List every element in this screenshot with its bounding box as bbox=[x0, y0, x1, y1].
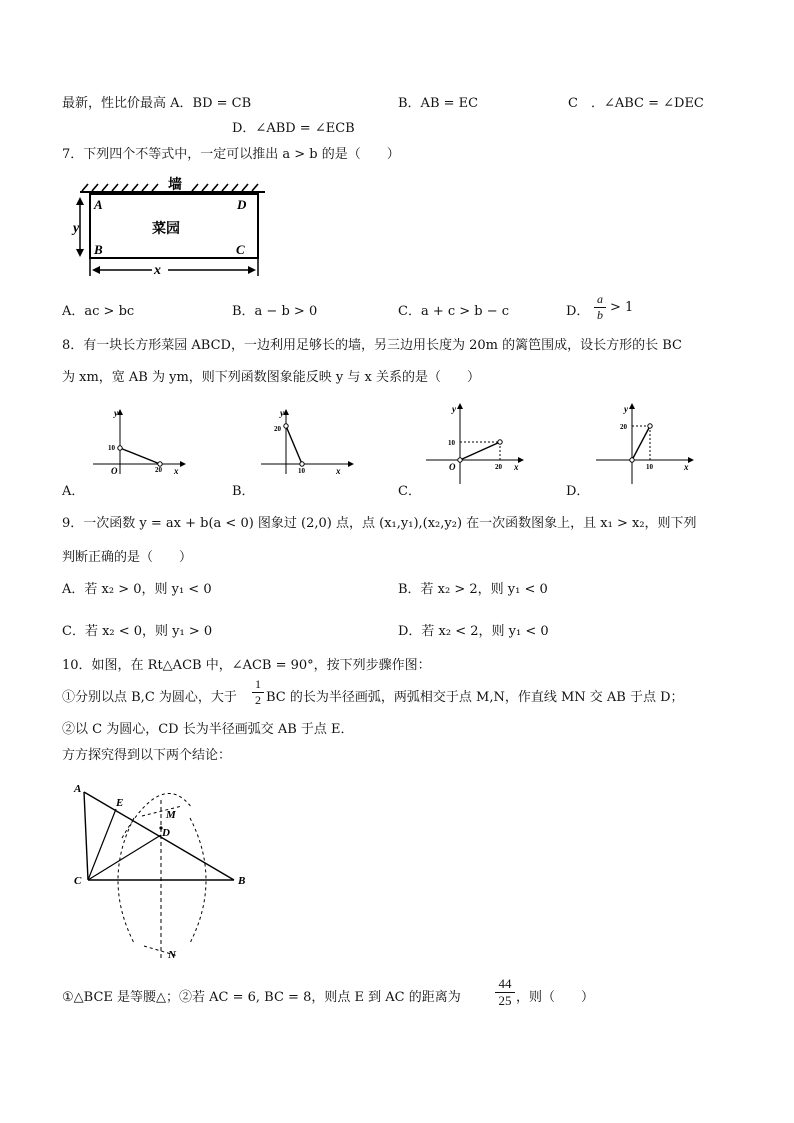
svg-text:20: 20 bbox=[620, 423, 627, 431]
q10-conclusion-a: ①△BCE 是等腰△；②若 AC = 6, BC = 8，则点 E 到 AC 的距离为 bbox=[62, 990, 461, 1005]
point-a-label: A bbox=[94, 197, 103, 212]
point-b-label: B bbox=[94, 242, 103, 257]
q10-line2b: BC 的长为半径画弧，两弧相交于点 M,N，作直线 MN 交 AB 于点 D； bbox=[266, 690, 684, 705]
x-label: x bbox=[154, 263, 161, 278]
q8-graph-d bbox=[594, 398, 699, 488]
y-label: y bbox=[73, 221, 80, 236]
svg-text:10: 10 bbox=[448, 439, 455, 447]
q8-graph-a bbox=[88, 406, 188, 476]
q10-line4: 方方探究得到以下两个结论： bbox=[62, 748, 232, 763]
svg-text:B: B bbox=[238, 875, 246, 887]
q8-option-d: D． bbox=[566, 484, 590, 499]
q8-graph-c bbox=[424, 398, 529, 488]
q6-option-c: C ．∠ABC = ∠DEC bbox=[568, 96, 704, 111]
q9-line1: 9．一次函数 y = ax + b(a < 0) 图象过 (2,0) 点，点 (x₁,y₁),(x₂,y₂) 在一次函数图象上，且 x₁ > x₂，则下列 bbox=[62, 516, 697, 531]
point-c-label: C bbox=[236, 242, 245, 257]
q8-line2: 为 xm，宽 AB 为 ym，则下列函数图象能反映 y 与 x 关系的是（ ） bbox=[62, 370, 481, 385]
svg-text:N: N bbox=[168, 949, 176, 961]
svg-text:x: x bbox=[514, 462, 519, 472]
q10-fraction-44-25: $\frac{44}{25}$ bbox=[495, 976, 515, 1009]
svg-text:y: y bbox=[452, 404, 456, 414]
q8-line1: 8．有一块长方形菜园 ABCD，一边利用足够长的墙，另三边用长度为 20m 的篱笆围成，设长方形的长 BC bbox=[62, 338, 682, 353]
svg-text:D: D bbox=[162, 827, 170, 839]
svg-text:x: x bbox=[336, 466, 341, 476]
q6-option-b: B．AB = EC bbox=[398, 96, 479, 111]
wall-label: 墙 bbox=[168, 178, 182, 193]
svg-text:A: A bbox=[74, 783, 82, 795]
svg-text:10: 10 bbox=[298, 467, 305, 475]
svg-text:y: y bbox=[114, 408, 118, 418]
svg-text:y: y bbox=[280, 408, 284, 418]
svg-text:10: 10 bbox=[646, 463, 653, 471]
svg-text:20: 20 bbox=[274, 425, 281, 433]
q10-line3: ②以 C 为圆心，CD 长为半径画弧交 AB 于点 E． bbox=[62, 722, 354, 737]
q6-option-d: D．∠ABD = ∠ECB bbox=[232, 121, 355, 136]
svg-text:y: y bbox=[624, 404, 628, 414]
q8-option-a: A． bbox=[62, 484, 85, 499]
svg-text:O: O bbox=[111, 466, 118, 476]
q7-option-c: C．a + c > b − c bbox=[398, 304, 510, 319]
q10-line2a: ①分别以点 B,C 为圆心，大于 bbox=[62, 690, 237, 705]
q7-option-d-fraction: $\frac{a}{b}$ bbox=[594, 292, 606, 323]
svg-text:E: E bbox=[116, 797, 124, 809]
q6-option-a: A．BD = CB bbox=[170, 96, 252, 111]
svg-text:20: 20 bbox=[495, 463, 502, 471]
svg-text:x: x bbox=[684, 462, 689, 472]
q8-option-c: C． bbox=[398, 484, 421, 499]
svg-text:M: M bbox=[166, 809, 176, 821]
q10-line1: 10．如图，在 Rt△ACB 中，∠ACB = 90°，按下列步骤作图： bbox=[62, 658, 431, 673]
svg-text:20: 20 bbox=[155, 466, 162, 474]
point-d-label: D bbox=[237, 197, 247, 212]
q9-option-a: A．若 x₂ > 0，则 y₁ < 0 bbox=[62, 582, 212, 597]
q10-fraction-half: $\frac{1}{2}$ bbox=[252, 677, 264, 708]
q7-option-b: B．a − b > 0 bbox=[232, 304, 318, 319]
q10-conclusion-b: ，则（ ） bbox=[516, 990, 595, 1005]
svg-text:C: C bbox=[74, 875, 82, 887]
svg-text:O: O bbox=[449, 462, 456, 472]
q6-prefix: 最新，性比价最高 A．BD = CB bbox=[62, 96, 252, 111]
q7-option-d-suffix: > 1 bbox=[610, 300, 634, 315]
svg-text:10: 10 bbox=[108, 444, 115, 452]
q10-construction-figure bbox=[62, 778, 262, 970]
q8-graph-b bbox=[256, 406, 356, 476]
q9-option-b: B．若 x₂ > 2，则 y₁ < 0 bbox=[398, 582, 548, 597]
q7-garden-figure bbox=[70, 172, 270, 282]
q9-option-c: C．若 x₂ < 0，则 y₁ > 0 bbox=[62, 624, 213, 639]
q8-option-b: B． bbox=[232, 484, 255, 499]
q9-option-d: D．若 x₂ < 2，则 y₁ < 0 bbox=[398, 624, 549, 639]
q7-option-d-prefix: D． bbox=[566, 304, 590, 319]
q9-line2: 判断正确的是（ ） bbox=[62, 550, 193, 565]
q7-option-a: A．ac > bc bbox=[62, 304, 135, 319]
svg-text:x: x bbox=[174, 466, 179, 476]
q7-stem: 7．下列四个不等式中，一定可以推出 a > b 的是（ ） bbox=[62, 147, 400, 162]
garden-label: 菜园 bbox=[152, 222, 180, 237]
